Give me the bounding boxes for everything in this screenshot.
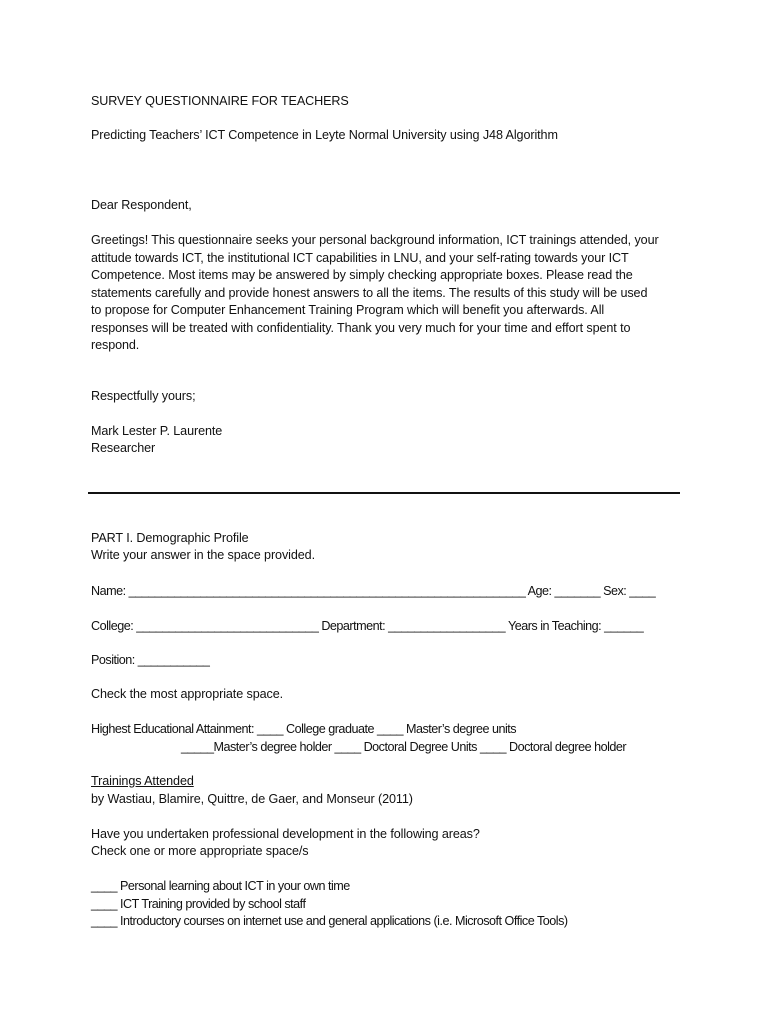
signer-title: Researcher bbox=[91, 441, 156, 455]
trainings-source: by Wastiau, Blamire, Quittre, de Gaer, and Monseur (2011) bbox=[91, 792, 413, 806]
part1-heading: PART I. Demographic Profile bbox=[91, 531, 249, 545]
letter-body-line: Competence. Most items may be answered by simply checking appropriate boxes. Please read the bbox=[91, 268, 633, 282]
salutation: Dear Respondent, bbox=[91, 198, 192, 212]
survey-title: SURVEY QUESTIONNAIRE FOR TEACHERS bbox=[91, 94, 349, 108]
education-options-row2[interactable]: _____Master’s degree holder ____ Doctoral Degree Units ____ Doctoral degree holder bbox=[181, 740, 627, 754]
training-option[interactable]: ____ Personal learning about ICT in your own time bbox=[91, 879, 350, 893]
letter-body-line: to propose for Computer Enhancement Training Program which will benefit you afterwards. All bbox=[91, 303, 605, 317]
letter-body-line: attitude towards ICT, the institutional ICT capabilities in LNU, and your self-rating towards your ICT bbox=[91, 250, 629, 265]
training-option[interactable]: ____ ICT Training provided by school staff bbox=[91, 897, 306, 911]
letter-body bbox=[91, 232, 691, 355]
letter-body-line: statements carefully and provide honest answers to all the items. The results of this study will be used bbox=[91, 285, 648, 300]
trainings-question-instruction: Check one or more appropriate space/s bbox=[91, 844, 309, 858]
signer-name: Mark Lester P. Laurente bbox=[91, 424, 223, 438]
closing: Respectfully yours; bbox=[91, 389, 196, 403]
name-age-sex-field[interactable]: Name: _____________________________________________________________ Age: _______ Sex: ____ bbox=[91, 584, 656, 598]
training-option[interactable]: ____ Introductory courses on internet use and general applications (i.e. Microsoft Office Tools) bbox=[91, 914, 568, 928]
study-title: Predicting Teachers’ ICT Competence in Leyte Normal University using J48 Algorithm bbox=[91, 128, 558, 142]
trainings-heading: Trainings Attended bbox=[91, 774, 194, 788]
letter-body-line: Greetings! This questionnaire seeks your personal background information, ICT trainings attended, your bbox=[91, 233, 659, 247]
education-options-row1[interactable]: Highest Educational Attainment: ____ College graduate ____ Master’s degree units bbox=[91, 722, 517, 736]
trainings-question: Have you undertaken professional development in the following areas? bbox=[91, 827, 480, 841]
section-divider bbox=[88, 492, 680, 494]
check-instruction: Check the most appropriate space. bbox=[91, 687, 284, 701]
college-department-years-field[interactable]: College: ____________________________ Department: __________________ Years in Teaching: ______ bbox=[91, 619, 644, 633]
letter-body-line: respond. bbox=[91, 338, 140, 352]
position-field[interactable]: Position: ___________ bbox=[91, 653, 210, 667]
letter-body-line: responses will be treated with confidentiality. Thank you very much for your time and effort spent to bbox=[91, 320, 631, 335]
part1-instruction: Write your answer in the space provided. bbox=[91, 548, 315, 562]
